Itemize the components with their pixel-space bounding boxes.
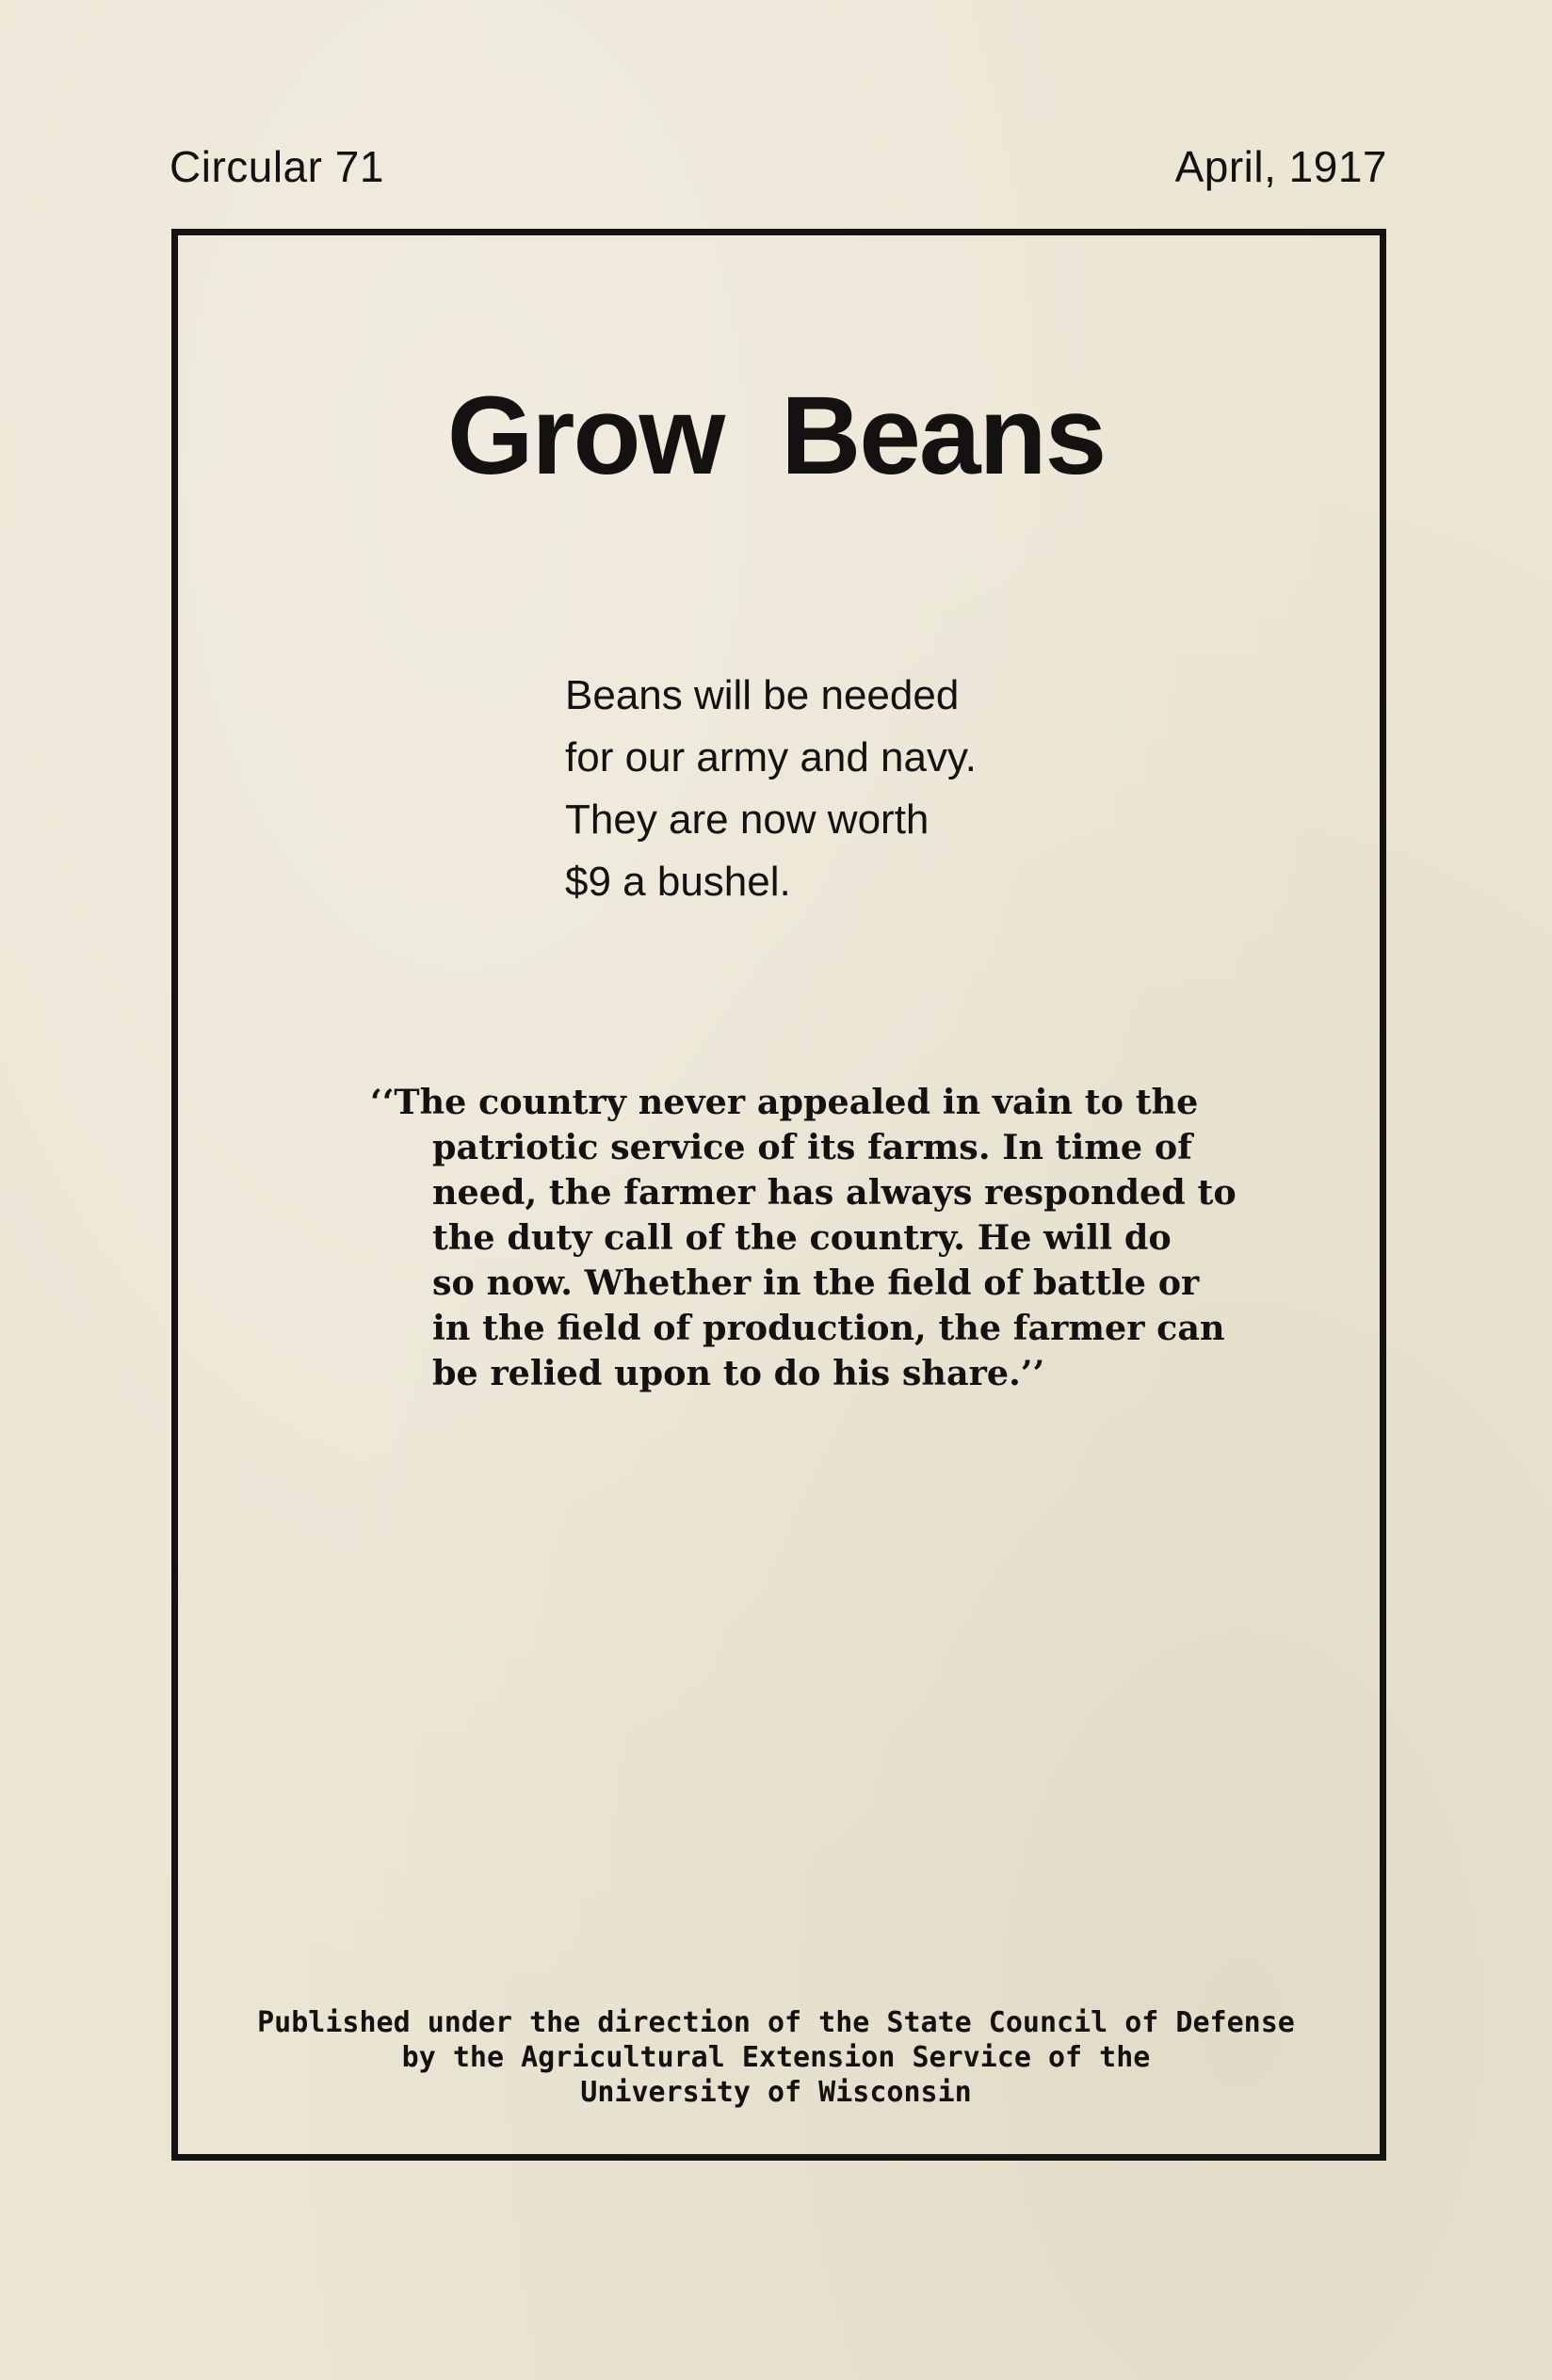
intro-line: Beans will be needed (565, 672, 960, 718)
footer-line: University of Wisconsin (580, 2076, 972, 2109)
quote-line: need, the farmer has always responded to (432, 1172, 1237, 1213)
quote-line: patriotic service of its farms. In time of (432, 1127, 1192, 1167)
footer-line: Published under the direction of the State Council of Defense (257, 2006, 1295, 2039)
circular-number: Circular 71 (170, 142, 384, 191)
intro-line: They are now worth (565, 796, 930, 843)
quote-line: in the field of production, the farmer can (432, 1308, 1225, 1348)
publication-date: April, 1917 (1174, 142, 1387, 191)
publisher-note (0, 2005, 1552, 2110)
intro-line: for our army and navy. (565, 734, 977, 780)
quote-line: so now. Whether in the field of battle or (432, 1262, 1200, 1303)
intro-line: $9 a bushel. (565, 859, 791, 905)
quote-line: the duty call of the country. He will do (432, 1217, 1172, 1258)
quote-line: be relied upon to do his share.’’ (432, 1353, 1045, 1393)
intro-text (565, 665, 998, 913)
quote-line: ‘‘The country never appealed in vain to the (370, 1082, 1199, 1122)
quotation-block (370, 1080, 1237, 1396)
page-title: Grow Beans (446, 374, 1106, 498)
footer-line: by the Agricultural Extension Service of the (401, 2041, 1151, 2074)
